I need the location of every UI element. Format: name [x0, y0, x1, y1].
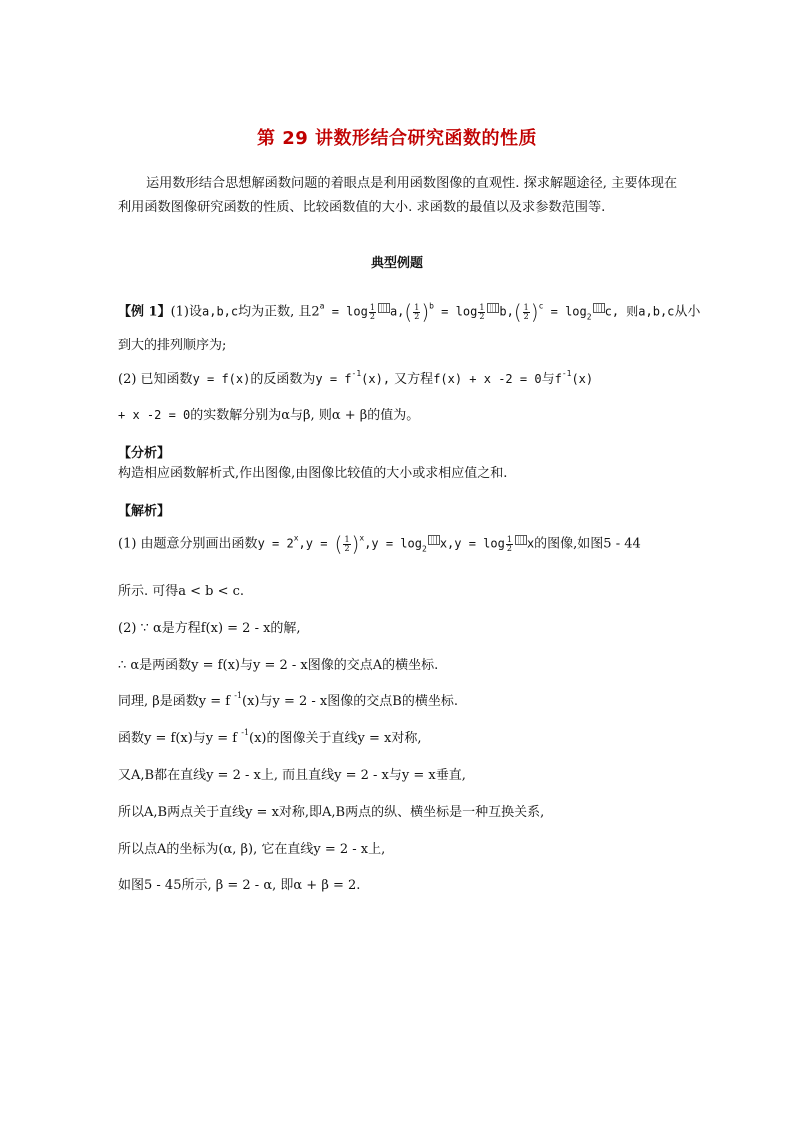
- example1-part2-line1: (2) 已知函数y = f(x)的反函数为$y = f^{-1}(x)$, 又方程f(x) + x -2 = 0与$f^{-1}(x)$: [118, 369, 594, 387]
- example1-line2: 到大的排列顺序为;: [118, 338, 227, 353]
- solution-line7: 又A,B都在直线y = 2 - x上, 而且直线y = 2 - x与y = x垂直,: [118, 768, 466, 783]
- analysis-label: 【分析】: [118, 446, 171, 461]
- fraction: $\frac{1}{2}$: [523, 302, 529, 321]
- solution-line10: 如图5 - 45所示, β = 2 - α, 即α + β = 2.: [118, 878, 361, 893]
- solution-line6: 函数y = f(x)与y = f $^{-1}$(x)的图像关于直线y = x对称,: [118, 728, 422, 746]
- placeholder-glyph: [593, 303, 605, 313]
- placeholder-glyph: [487, 303, 499, 313]
- solution-line8: 所以A,B两点关于直线y = x对称,即A,B两点的纵、横坐标是一种互换关系,: [118, 805, 545, 820]
- fraction: $\frac{1}{2}$: [414, 302, 420, 321]
- solution-line2: 所示. 可得a < b < c.: [118, 584, 245, 599]
- fraction: $\frac{1}{2}$: [369, 302, 375, 321]
- placeholder-glyph: [428, 535, 440, 545]
- placeholder-glyph: [515, 535, 527, 545]
- solution-line5: 同理, β是函数y = f $^{-1}$(x)与y = 2 - x图像的交点B的横坐标.: [118, 691, 458, 709]
- fraction: $\frac{1}{2}$: [506, 534, 512, 553]
- example1-line1: 【例 1】(1)设a,b,c均为正数, 且$2^a = \log$ $\frac{1}{2}$ a,( $\frac{1}{2}$ )$^b$ = log $\frac{1}{2}$ b,( $\frac{1}{2}$ )$^c = \log_2 c$, 则a,b,c从小: [118, 300, 701, 324]
- fraction: $\frac{1}{2}$: [344, 534, 350, 553]
- solution-line9: 所以点A的坐标为(α, β), 它在直线y = 2 - x上,: [118, 842, 386, 857]
- section-heading: 典型例题: [370, 256, 423, 271]
- placeholder-glyph: [378, 303, 390, 313]
- example1-part2-line2: + x -2 = 0的实数解分别为α与β, 则α + β的值为。: [118, 408, 420, 423]
- analysis-text: 构造相应函数解析式,作出图像,由图像比较值的大小或求相应值之和.: [118, 466, 508, 481]
- page-title: 第 29 讲数形结合研究函数的性质: [256, 128, 538, 149]
- intro-paragraph: 运用数形结合思想解函数问题的着眼点是利用函数图像的直观性. 探求解题途径, 主要体现在利用函数图像研究函数的性质、比较函数值的大小. 求函数的最值以及求参数范围等.: [118, 176, 678, 215]
- example-label: 【例 1】: [118, 304, 171, 320]
- solution-line4: ∴ α是两函数y = f(x)与y = 2 - x图像的交点A的横坐标.: [118, 658, 439, 673]
- fraction: $\frac{1}{2}$: [479, 302, 485, 321]
- solution-line3: (2) ∵ α是方程f(x) = 2 - x的解,: [118, 621, 301, 636]
- solution-line1: (1) 由题意分别画出函数$y = 2^x,y$ = ( $\frac{1}{2}$ )$^x,y = \log_2 x,y = \log$ $\frac{1}{2}$ x的图像,如图5 - 44: [118, 532, 641, 556]
- solution-label: 【解析】: [118, 504, 171, 519]
